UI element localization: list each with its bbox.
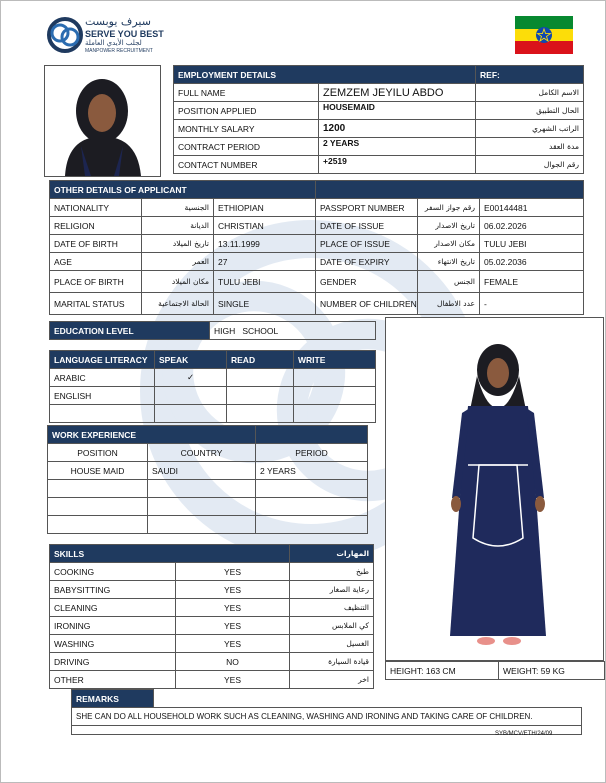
other-value: ETHIOPIAN <box>214 199 316 217</box>
language-name: ARABIC <box>50 369 155 387</box>
other-label-ar: مكان الميلاد <box>142 271 214 293</box>
work-position <box>48 516 148 534</box>
other-details-header: OTHER DETAILS OF APPLICANT <box>50 181 316 199</box>
other-label: DATE OF ISSUE <box>316 217 418 235</box>
work-row <box>48 480 368 498</box>
language-row <box>50 405 376 423</box>
skill-name: DRIVING <box>50 653 176 671</box>
work-experience-header-blank <box>256 426 368 444</box>
other-label-ar: رقم جواز السفر <box>418 199 480 217</box>
employment-label: CONTRACT PERIOD <box>174 138 319 156</box>
other-value: 27 <box>214 253 316 271</box>
full-name-value: ZEMZEM JEYILU ABDO <box>319 84 476 102</box>
other-value: - <box>480 293 584 315</box>
work-period <box>256 480 368 498</box>
brand-sub: MANPOWER RECRUITMENT <box>85 48 153 54</box>
work-row <box>48 516 368 534</box>
work-country: SAUDI <box>148 462 256 480</box>
language-table <box>49 350 376 423</box>
other-details-row <box>50 271 584 293</box>
other-value: CHRISTIAN <box>214 217 316 235</box>
other-label: DATE OF BIRTH <box>50 235 142 253</box>
employment-row <box>174 138 584 156</box>
period-column-header: PERIOD <box>256 444 368 462</box>
other-label: RELIGION <box>50 217 142 235</box>
employment-label-ar: الراتب الشهري <box>476 120 584 138</box>
brand-logo-icon <box>47 17 83 53</box>
language-write <box>294 387 376 405</box>
work-country <box>148 516 256 534</box>
remarks-header: REMARKS <box>72 690 154 708</box>
skill-value: YES <box>176 671 290 689</box>
footer-code: SYB/MCV/ETH/24/09 <box>495 731 553 737</box>
other-details-row <box>50 253 584 271</box>
language-row <box>50 369 376 387</box>
other-label: AGE <box>50 253 142 271</box>
employment-label: POSITION APPLIED <box>174 102 319 120</box>
language-read <box>227 405 294 423</box>
work-experience-table <box>47 425 368 534</box>
language-read <box>227 387 294 405</box>
other-details-row <box>50 217 584 235</box>
other-label: NATIONALITY <box>50 199 142 217</box>
skill-value: YES <box>176 599 290 617</box>
remarks-header-blank <box>154 690 582 708</box>
contract-period-value: 2 YEARS <box>319 138 476 156</box>
skill-name: CLEANING <box>50 599 176 617</box>
work-country <box>148 498 256 516</box>
remarks-table <box>71 689 582 735</box>
country-column-header: COUNTRY <box>148 444 256 462</box>
work-country <box>148 480 256 498</box>
other-label: GENDER <box>316 271 418 293</box>
other-label-ar: تاريخ الاصدار <box>418 217 480 235</box>
other-label: PLACE OF BIRTH <box>50 271 142 293</box>
skill-row <box>50 581 374 599</box>
other-label-ar: العمر <box>142 253 214 271</box>
skill-name-ar: كي الملابس <box>290 617 374 635</box>
employment-row <box>174 120 584 138</box>
skill-name-ar: رعاية الصغار <box>290 581 374 599</box>
work-period <box>256 498 368 516</box>
skill-row <box>50 671 374 689</box>
employment-label-ar: رقم الجوال <box>476 156 584 174</box>
skill-name-ar: التنظيف <box>290 599 374 617</box>
skill-row <box>50 563 374 581</box>
employment-row <box>174 84 584 102</box>
employment-row <box>174 156 584 174</box>
language-header: LANGUAGE LITERACY <box>50 351 155 369</box>
work-row <box>48 498 368 516</box>
skill-value: NO <box>176 653 290 671</box>
skill-name: COOKING <box>50 563 176 581</box>
other-label-ar: عدد الاطفال <box>418 293 480 315</box>
employment-details-header: EMPLOYMENT DETAILS <box>174 66 476 84</box>
skill-name-ar: طبخ <box>290 563 374 581</box>
employment-label: MONTHLY SALARY <box>174 120 319 138</box>
contact-number-value: +2519 <box>319 156 476 174</box>
employment-row <box>174 102 584 120</box>
skill-name: OTHER <box>50 671 176 689</box>
other-value: E00144481 <box>480 199 584 217</box>
other-value: 13.11.1999 <box>214 235 316 253</box>
skill-name: BABYSITTING <box>50 581 176 599</box>
work-period: 2 YEARS <box>256 462 368 480</box>
language-read <box>227 369 294 387</box>
employment-label: FULL NAME <box>174 84 319 102</box>
other-label-ar: تاريخ الميلاد <box>142 235 214 253</box>
other-label: PASSPORT NUMBER <box>316 199 418 217</box>
applicant-face-image <box>45 66 160 176</box>
other-details-row <box>50 199 584 217</box>
language-write <box>294 405 376 423</box>
other-value: TULU JEBI <box>480 235 584 253</box>
write-header: WRITE <box>294 351 376 369</box>
brand-arabic-sub: لجلب الأيدي العاملة <box>85 39 142 47</box>
language-name: ENGLISH <box>50 387 155 405</box>
other-details-row <box>50 235 584 253</box>
work-period <box>256 516 368 534</box>
monthly-salary-value: 1200 <box>319 120 476 138</box>
work-position <box>48 498 148 516</box>
measurements-table <box>385 661 605 680</box>
other-value: 05.02.2036 <box>480 253 584 271</box>
skill-value: YES <box>176 617 290 635</box>
other-label-ar: الحالة الاجتماعية <box>142 293 214 315</box>
brand-logo <box>47 15 167 59</box>
other-details-header-blank <box>316 181 584 199</box>
skill-row <box>50 635 374 653</box>
employment-details-table <box>173 65 584 174</box>
other-details-table <box>49 180 584 315</box>
language-speak <box>155 405 227 423</box>
weight-value: WEIGHT: 59 KG <box>499 662 605 680</box>
height-value: HEIGHT: 163 CM <box>386 662 499 680</box>
work-position: HOUSE MAID <box>48 462 148 480</box>
brand-arabic-name: سيرف يوبست <box>85 15 151 28</box>
skill-row <box>50 599 374 617</box>
other-value: FEMALE <box>480 271 584 293</box>
read-header: READ <box>227 351 294 369</box>
skill-row <box>50 617 374 635</box>
skill-name: IRONING <box>50 617 176 635</box>
ref-label: REF: <box>476 66 584 84</box>
education-table <box>49 321 376 340</box>
other-value: TULU JEBI <box>214 271 316 293</box>
education-value: HIGH SCHOOL <box>210 322 376 340</box>
skill-name-ar: قيادة السيارة <box>290 653 374 671</box>
other-details-row <box>50 293 584 315</box>
language-name <box>50 405 155 423</box>
skills-header-ar: المهارات <box>290 545 374 563</box>
skills-table <box>49 544 374 689</box>
employment-label-ar: الاسم الكامل <box>476 84 584 102</box>
applicant-full-photo <box>385 317 604 661</box>
applicant-full-body-image <box>386 318 603 660</box>
other-label-ar: مكان الاصدار <box>418 235 480 253</box>
language-row <box>50 387 376 405</box>
other-label: DATE OF EXPIRY <box>316 253 418 271</box>
speak-header: SPEAK <box>155 351 227 369</box>
skill-value: YES <box>176 581 290 599</box>
remarks-text: SHE CAN DO ALL HOUSEHOLD WORK SUCH AS CLEANING, WASHING AND IRONING AND TAKING CARE OF CHILDREN. <box>72 708 582 726</box>
other-label-ar: تاريخ الانتهاء <box>418 253 480 271</box>
work-experience-header: WORK EXPERIENCE <box>48 426 256 444</box>
employment-label-ar: مدة العقد <box>476 138 584 156</box>
employment-label: CONTACT NUMBER <box>174 156 319 174</box>
skill-value: YES <box>176 563 290 581</box>
other-label: NUMBER OF CHILDREN <box>316 293 418 315</box>
brand-name: SERVE YOU BEST <box>85 29 164 39</box>
work-position <box>48 480 148 498</box>
skill-name-ar: اخر <box>290 671 374 689</box>
skill-value: YES <box>176 635 290 653</box>
other-label-ar: الجنسية <box>142 199 214 217</box>
other-label-ar: الديانة <box>142 217 214 235</box>
other-value: 06.02.2026 <box>480 217 584 235</box>
language-speak <box>155 387 227 405</box>
skill-name: WASHING <box>50 635 176 653</box>
skills-header: SKILLS <box>50 545 290 563</box>
skill-name-ar: الغسيل <box>290 635 374 653</box>
other-value: SINGLE <box>214 293 316 315</box>
applicant-face-photo <box>44 65 161 177</box>
position-applied-value: HOUSEMAID <box>319 102 476 120</box>
other-label: PLACE OF ISSUE <box>316 235 418 253</box>
skill-row <box>50 653 374 671</box>
ethiopia-flag-icon <box>515 16 573 54</box>
employment-label-ar: الحال التطبيق <box>476 102 584 120</box>
education-label: EDUCATION LEVEL <box>50 322 210 340</box>
language-write <box>294 369 376 387</box>
other-label-ar: الجنس <box>418 271 480 293</box>
work-row <box>48 462 368 480</box>
check-icon: ✓ <box>155 369 227 387</box>
other-label: MARITAL STATUS <box>50 293 142 315</box>
position-column-header: POSITION <box>48 444 148 462</box>
